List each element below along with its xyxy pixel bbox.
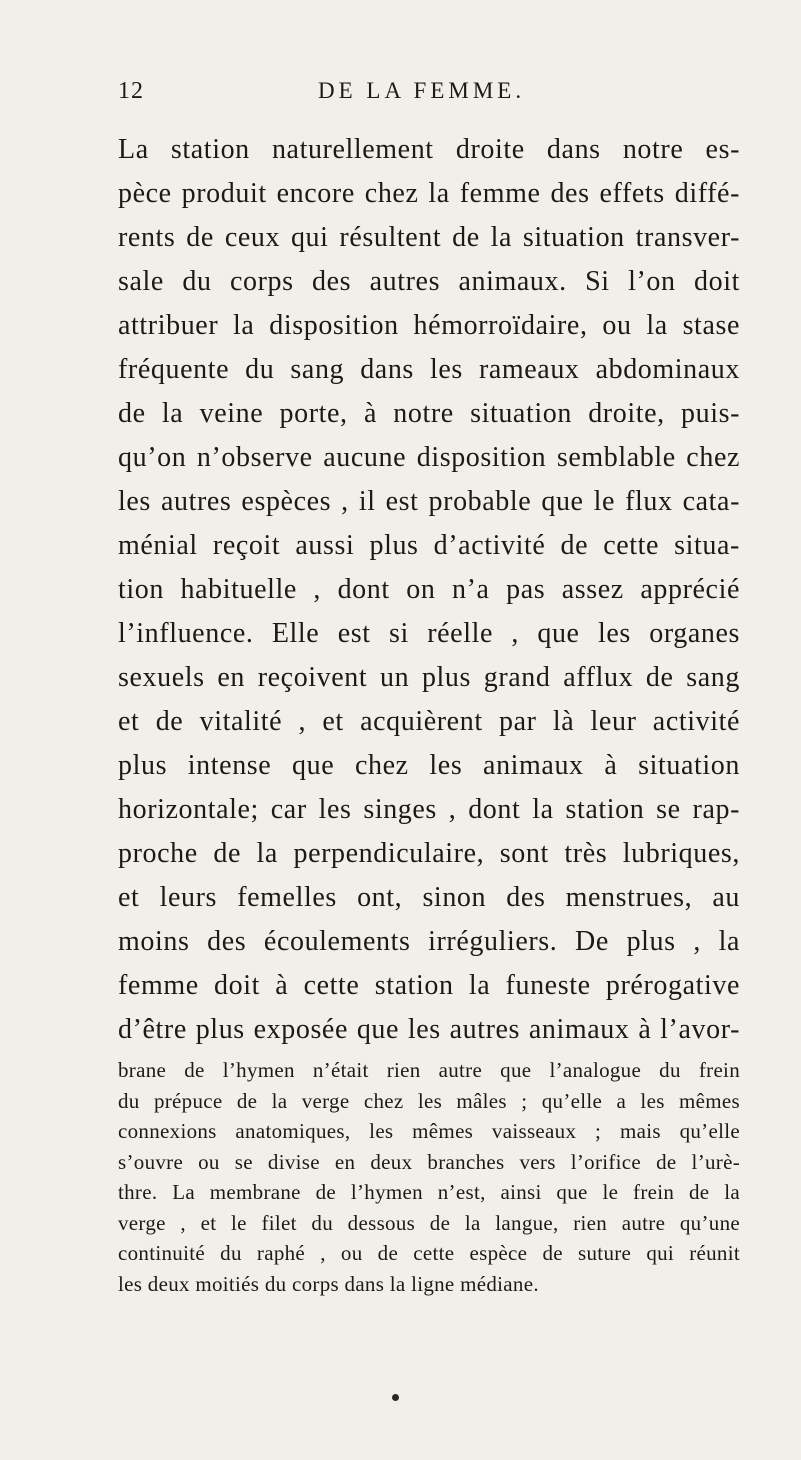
text-line: attribuer la disposition hémorroïdaire, ou la stase [118,310,740,341]
footnote-line: du prépuce de la verge chez les mâles ; qu’elle a les mêmes [118,1088,740,1113]
page-number: 12 [118,78,144,104]
running-title: DE LA FEMME. [318,78,526,103]
text-line: horizontale; car les singes , dont la station se rap- [118,794,740,825]
text-line: sexuels en reçoivent un plus grand afflux de sang [118,662,740,693]
text-line: et de vitalité , et acquièrent par là leur activité [118,706,740,737]
text-line: La station naturellement droite dans notre es- [118,134,740,165]
running-header [118,78,738,108]
footnote-line: continuité du raphé , ou de cette espèce de suture qui réunit [118,1241,740,1265]
text-line: sale du corps des autres animaux. Si l’on doit [118,266,740,297]
footnote [118,1055,740,1299]
ink-spot [392,1394,399,1401]
text-line: moins des écoulements irréguliers. De plus , la [118,926,740,957]
footnote-line: les deux moitiés du corps dans la ligne médiane. [118,1271,539,1296]
footnote-line: thre. La membrane de l’hymen n’est, ainsi que le frein de la [118,1180,740,1204]
text-line: rents de ceux qui résultent de la situation transver- [118,222,740,253]
footnote-line: brane de l’hymen n’était rien autre que l’analogue du frein [118,1058,740,1082]
text-line: fréquente du sang dans les rameaux abdominaux [118,354,740,385]
footnote-line: connexions anatomiques, les mêmes vaisseaux ; mais qu’elle [118,1119,740,1143]
text-line: ménial reçoit aussi plus d’activité de cette situa- [118,530,740,561]
text-line: de la veine porte, à notre situation droite, puis- [118,398,740,429]
text-line: l’influence. Elle est si réelle , que les organes [118,618,740,649]
text-line: proche de la perpendiculaire, sont très lubriques, [118,838,740,869]
text-line: pèce produit encore chez la femme des effets diffé- [118,178,740,209]
text-line: qu’on n’observe aucune disposition semblable chez [118,442,740,473]
text-line: les autres espèces , il est probable que le flux cata- [118,486,740,517]
main-text [118,128,740,1052]
text-line: et leurs femelles ont, sinon des menstrues, au [118,882,740,913]
footnote-line: s’ouvre ou se divise en deux branches vers l’orifice de l’urè- [118,1149,740,1174]
text-line: femme doit à cette station la funeste prérogative [118,970,740,1001]
text-line: d’être plus exposée que les autres animaux à l’avor- [118,1014,740,1045]
text-line: plus intense que chez les animaux à situation [118,750,740,781]
text-line: tion habituelle , dont on n’a pas assez apprécié [118,574,740,605]
footnote-line: verge , et le filet du dessous de la langue, rien autre qu’une [118,1210,740,1235]
